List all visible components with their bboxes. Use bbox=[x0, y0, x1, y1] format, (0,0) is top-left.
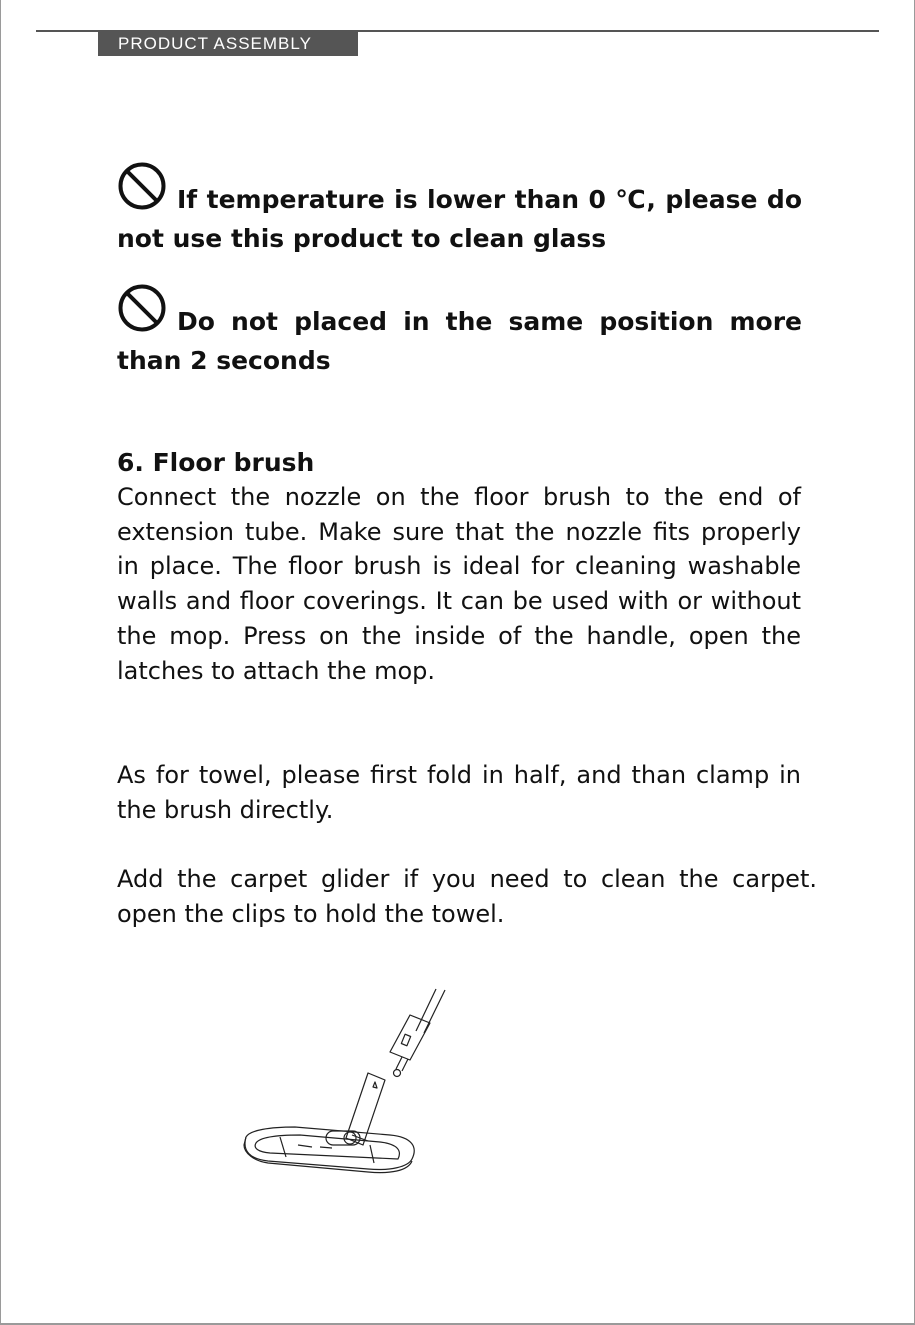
warning-temperature bbox=[117, 161, 802, 258]
prohibited-icon bbox=[117, 161, 167, 211]
paragraph: Connect the nozzle on the floor brush to the end of extension tube. Make sure that the nozzle fits properly in place. The floor brush is ideal for cleaning washable walls and floor coverings. It can be used with or without the mop. Press on the inside of the handle, open the latches to attach the mop. bbox=[117, 483, 801, 685]
floor-brush-assembly-illustration bbox=[240, 985, 460, 1175]
paragraph: As for towel, please first fold in half, and than clamp in the brush directly. bbox=[117, 761, 801, 824]
section-tab: PRODUCT ASSEMBLY bbox=[98, 31, 358, 56]
page-border-left bbox=[0, 0, 1, 1325]
warning-position bbox=[117, 283, 802, 380]
section-heading: 6. Floor brush bbox=[117, 448, 315, 477]
warning-text: Do not placed in the same position more than 2 seconds bbox=[117, 307, 802, 375]
prohibited-icon bbox=[117, 283, 167, 333]
warning-text: If temperature is lower than 0 ℃, please do not use this product to clean glass bbox=[117, 185, 802, 253]
paragraph: Add the carpet glider if you need to clean the carpet. open the clips to hold the towel. bbox=[117, 865, 817, 928]
